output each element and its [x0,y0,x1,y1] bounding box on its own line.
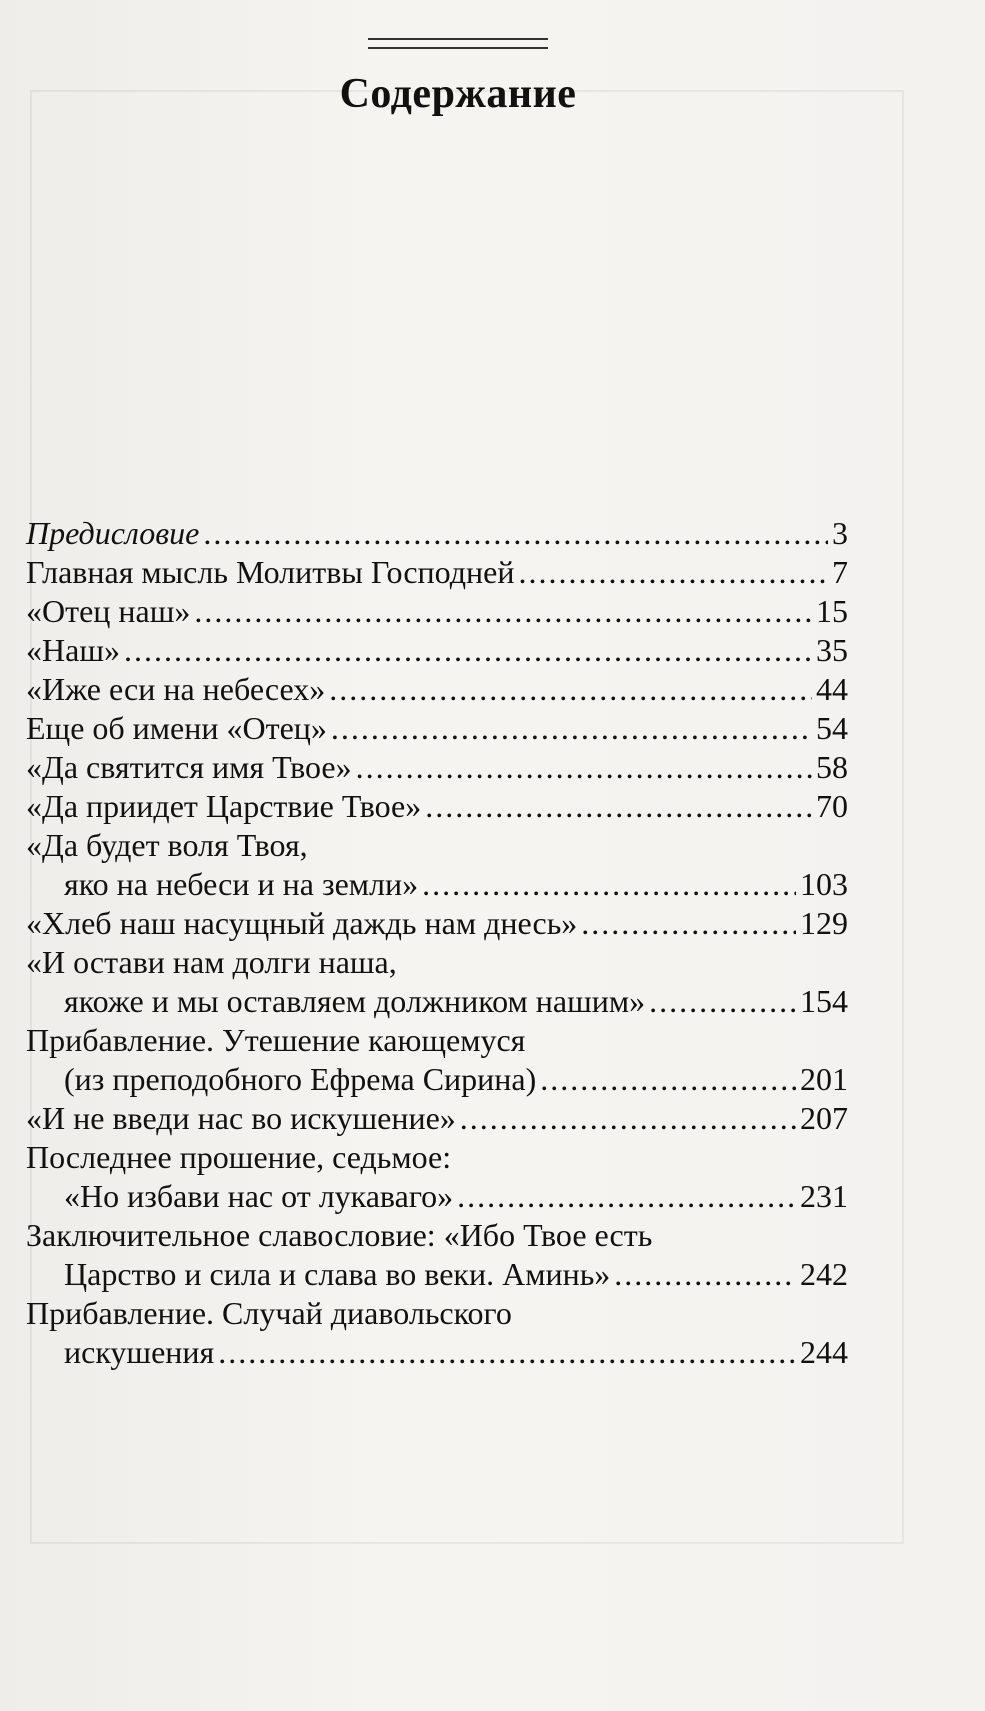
toc-entry-title: «Иже еси на небесех» [26,671,326,707]
toc-page-number: 231 [800,1178,848,1214]
toc-leader-dots [581,904,796,943]
toc-entry-title: «Да приидет Царствие Твое» [26,788,422,824]
toc-entry-title: Прибавление. Утешение кающемуся [26,1022,526,1058]
toc-entry-continuation [26,865,848,904]
toc-entry-title: «Отец наш» [26,593,191,629]
toc-page-number: 58 [816,749,848,785]
toc-leader-dots [124,631,812,670]
toc-leader-dots [218,1333,796,1372]
toc-page-number: 201 [800,1061,848,1097]
toc-entry-preface [26,514,848,553]
toc-entry [26,943,848,982]
toc-entry-title: «И не введи нас во искушение» [26,1100,456,1136]
toc-leader-dots [460,1099,796,1138]
toc-entry-title: Еще об имени «Отец» [26,710,327,746]
toc-entry [26,631,848,670]
toc-leader-dots [540,1060,796,1099]
toc-entry-title-cont: якоже и мы оставляем должником нашим» [64,983,646,1019]
page-title: Содержание [339,71,577,117]
toc-page-number: 15 [816,593,848,629]
toc-entry [26,1294,848,1333]
toc-leader-dots [194,592,812,631]
toc-entry-title: «Да будет воля Твоя, [26,827,308,863]
toc-leader-dots [518,553,828,592]
toc-entry [26,904,848,943]
toc-entry [26,1138,848,1177]
toc-entry-title-cont: «Но избави нас от лукаваго» [64,1178,454,1214]
toc-entry-continuation [26,1060,848,1099]
toc-leader-dots [331,709,812,748]
toc-entry-title: «Наш» [26,632,120,668]
toc-page-number: 103 [800,866,848,902]
toc-page-number: 54 [816,710,848,746]
toc-page-number: 242 [800,1256,848,1292]
toc-leader-dots [422,865,796,904]
toc-entry [26,1216,848,1255]
toc-entry-title: Предисловие [26,515,200,551]
toc-page-number: 3 [832,515,848,551]
toc-entry-continuation [26,1177,848,1216]
toc-leader-dots [649,982,796,1021]
table-of-contents [26,514,848,1372]
toc-page-number: 154 [800,983,848,1019]
toc-entry [26,1021,848,1060]
toc-entry [26,826,848,865]
toc-entry [26,1099,848,1138]
toc-page-number: 70 [816,788,848,824]
toc-entry-title-cont: Царство и сила и слава во веки. Аминь» [64,1256,611,1292]
toc-entry [26,592,848,631]
toc-entry [26,670,848,709]
toc-entry-continuation [26,982,848,1021]
toc-entry [26,709,848,748]
toc-entry-title-cont: (из преподобного Ефрема Сирина) [64,1061,537,1097]
toc-entry-title: «И остави нам долги наша, [26,944,397,980]
toc-entry [26,553,848,592]
toc-entry-title: Главная мысль Молитвы Господней [26,554,515,590]
toc-entry-title: «Хлеб наш насущный даждь нам днесь» [26,905,578,941]
toc-leader-dots [356,748,812,787]
toc-entry-title-cont: яко на небеси и на земли» [64,866,419,902]
toc-leader-dots [329,670,812,709]
toc-page-number: 44 [816,671,848,707]
toc-leader-dots [457,1177,796,1216]
toc-page-number: 207 [800,1100,848,1136]
toc-page-number: 244 [800,1334,848,1370]
toc-leader-dots [203,514,828,553]
toc-entry-continuation [26,1255,848,1294]
toc-page-number: 7 [832,554,848,590]
toc-entry [26,787,848,826]
toc-entry-title: Последнее прошение, седьмое: [26,1139,452,1175]
toc-entry-title: «Да святится имя Твое» [26,749,352,785]
toc-entry-title: Заключительное славословие: «Ибо Твое есть [26,1217,653,1253]
toc-leader-dots [614,1255,796,1294]
toc-page-number: 35 [816,632,848,668]
toc-entry-title: Прибавление. Случай диавольского [26,1295,512,1331]
toc-entry-continuation [26,1333,848,1372]
toc-page-number: 129 [800,905,848,941]
toc-entry [26,748,848,787]
toc-leader-dots [425,787,812,826]
header-double-rule [368,38,548,52]
toc-entry-title-cont: искушения [64,1334,215,1370]
